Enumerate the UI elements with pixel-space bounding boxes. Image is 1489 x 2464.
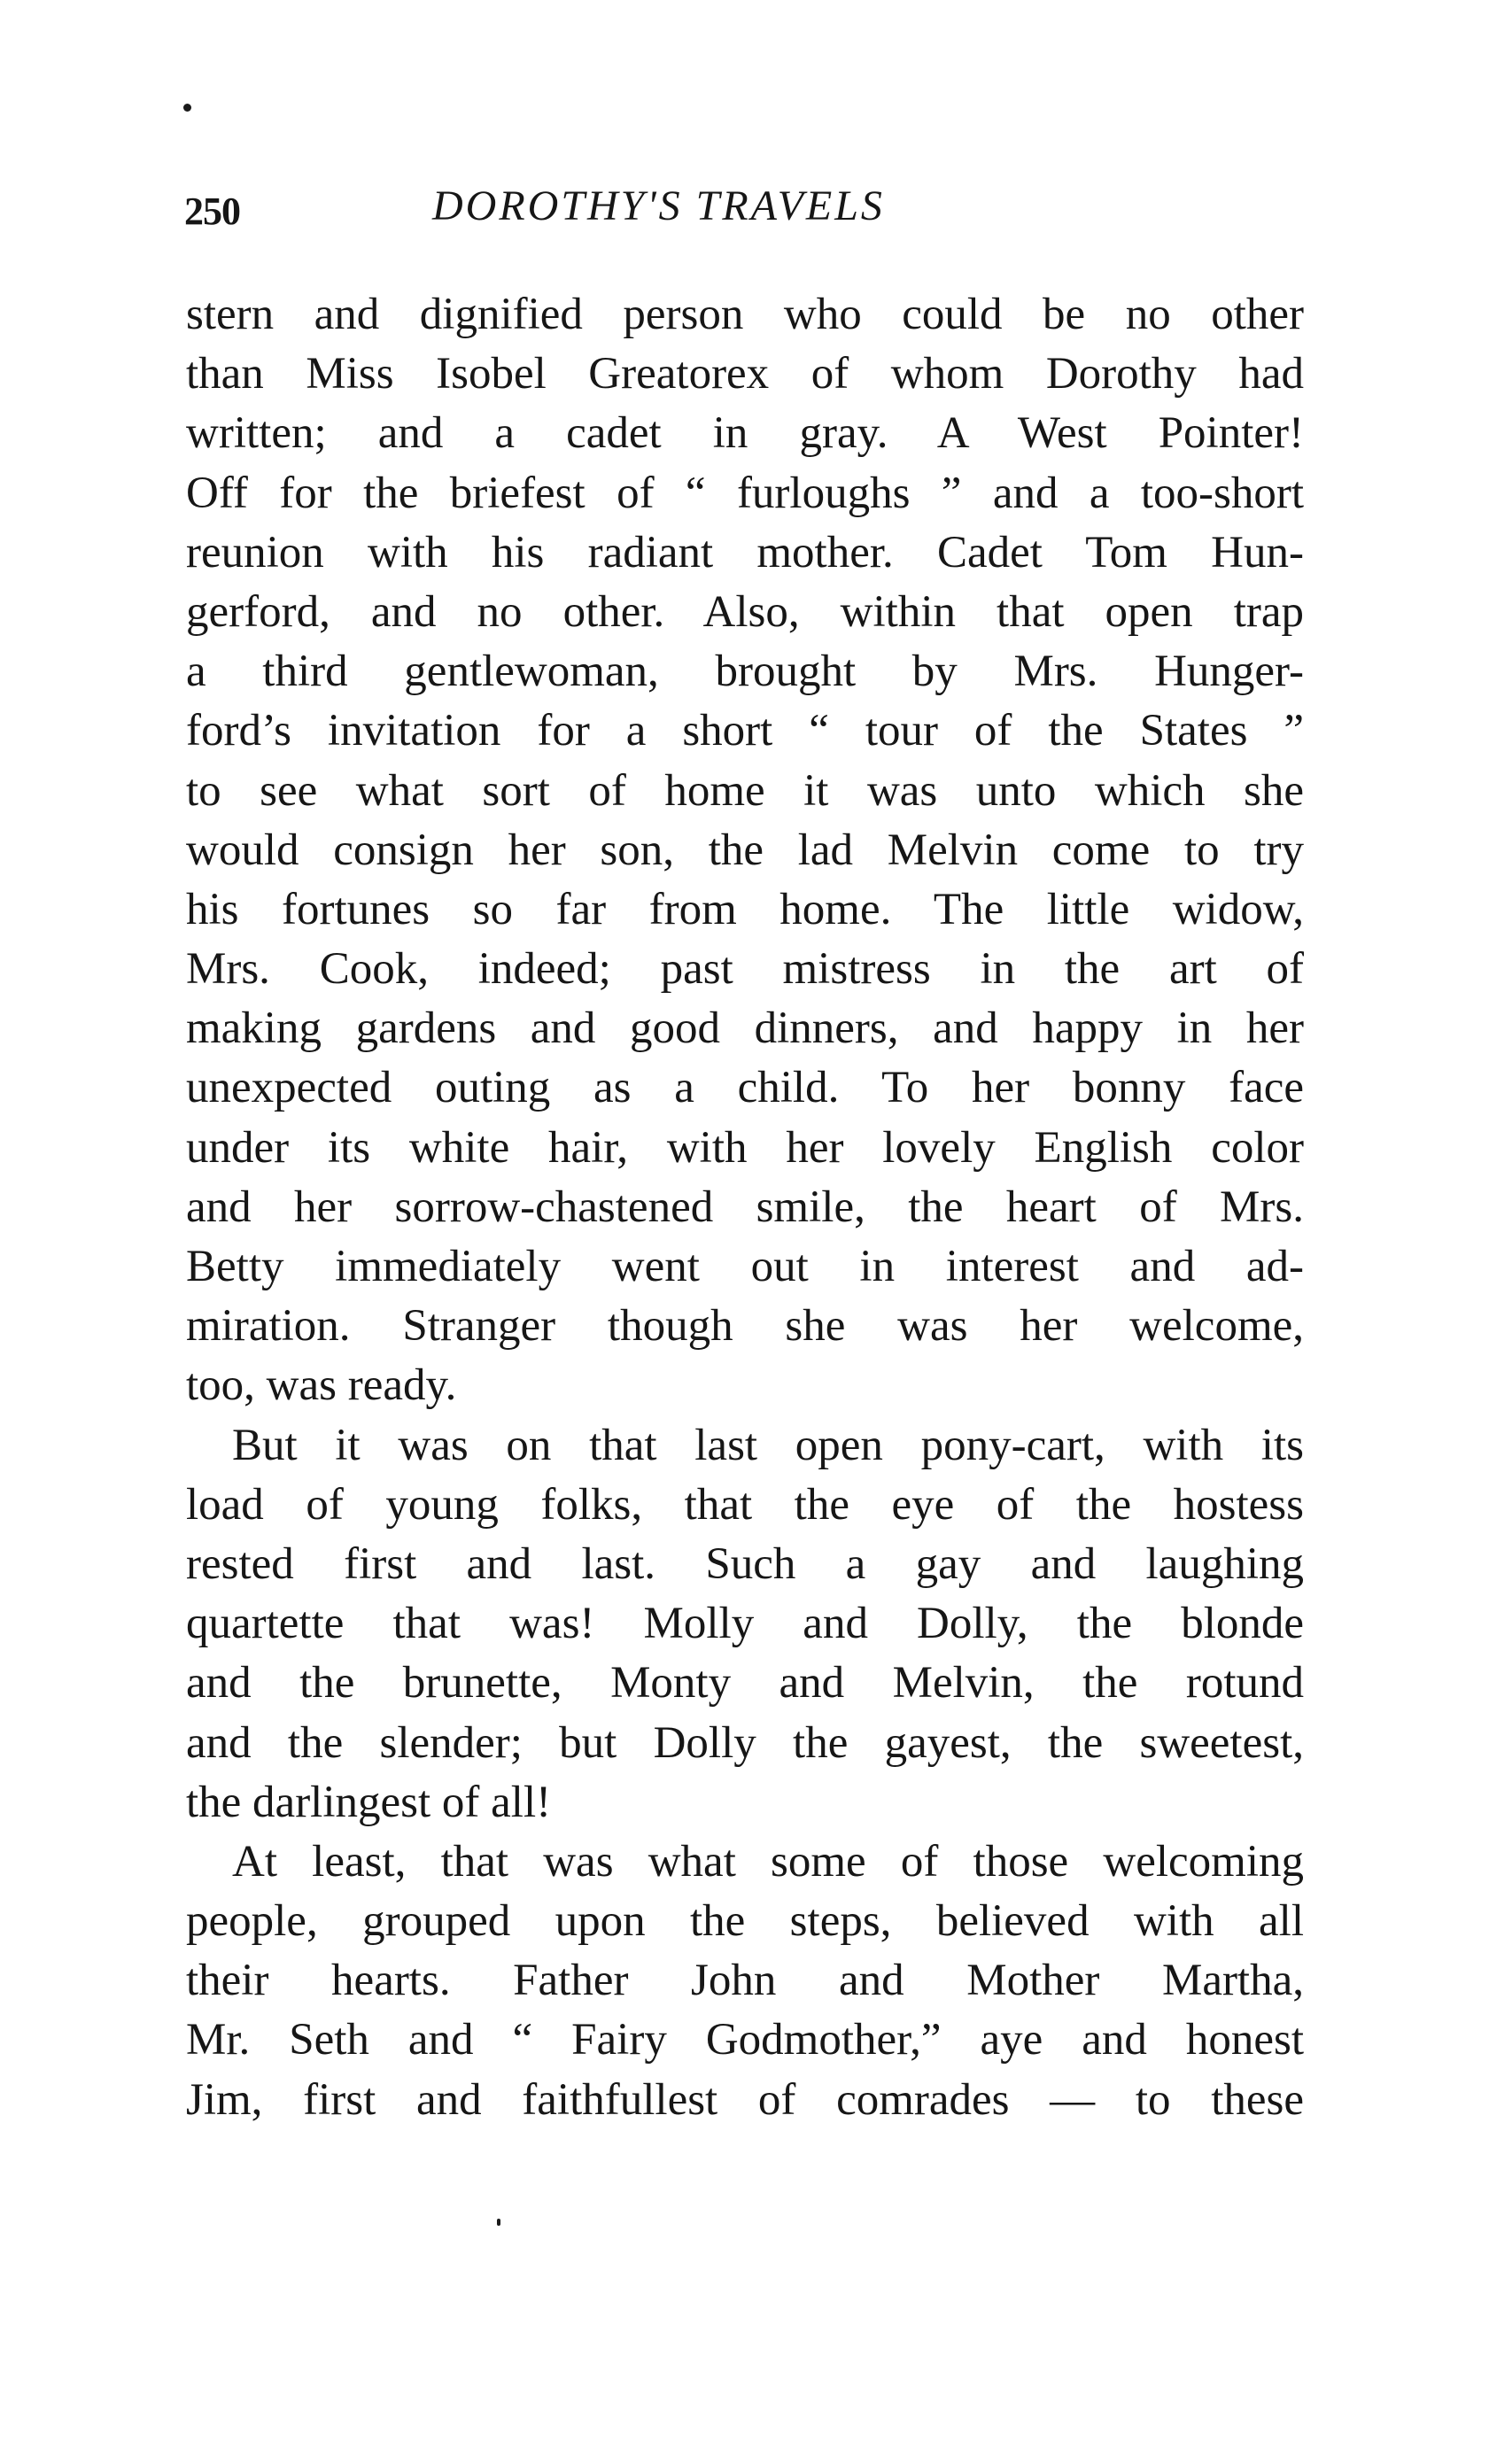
text-line: their hearts. Father John and Mother Martha, bbox=[186, 1956, 1304, 2006]
text-line: ford’s invitation for a short “ tour of the States ” bbox=[186, 706, 1304, 756]
text-line: unexpected outing as a child. To her bonny face bbox=[186, 1063, 1304, 1113]
text-line: Betty immediately went out in interest and ad- bbox=[186, 1242, 1304, 1291]
text-line: written; and a cadet in gray. A West Pointer! bbox=[186, 408, 1304, 459]
text-line: gerford, and no other. Also, within that open trap bbox=[186, 586, 1304, 637]
text-line: reunion with his radiant mother. Cadet Tom Hun- bbox=[186, 527, 1304, 577]
page-number: 250 bbox=[184, 190, 240, 233]
ink-speck bbox=[183, 104, 191, 112]
text-line: rested first and last. Such a gay and laughing bbox=[186, 1538, 1304, 1589]
text-line: making gardens and good dinners, and happy in her bbox=[186, 1003, 1304, 1054]
text-line: quartette that was! Molly and Dolly, the blonde bbox=[186, 1599, 1304, 1649]
text-line: and her sorrow-chastened smile, the heart of Mrs. bbox=[186, 1182, 1304, 1232]
ink-speck bbox=[497, 2219, 500, 2226]
text-line: would consign her son, the lad Melvin come to try bbox=[186, 825, 1304, 875]
text-line: load of young folks, that the eye of the hostess bbox=[186, 1479, 1304, 1530]
text-line: and the brunette, Monty and Melvin, the rotund bbox=[186, 1658, 1304, 1709]
text-line: his fortunes so far from home. The little widow, bbox=[186, 884, 1304, 934]
text-line: Mrs. Cook, indeed; past mistress in the art of bbox=[186, 944, 1304, 995]
text-line: Off for the briefest of “ furloughs ” and a too-short bbox=[186, 468, 1304, 518]
text-line: Mr. Seth and “ Fairy Godmother,” aye and honest bbox=[186, 2015, 1304, 2065]
text-line: stern and dignified person who could be no other bbox=[186, 290, 1304, 339]
text-line: people, grouped upon the steps, believed with all bbox=[186, 1896, 1304, 1947]
text-line: than Miss Isobel Greatorex of whom Dorothy had bbox=[186, 349, 1304, 399]
text-line: miration. Stranger though she was her welcome, bbox=[186, 1301, 1304, 1352]
text-line: a third gentlewoman, brought by Mrs. Hunger- bbox=[186, 647, 1304, 697]
text-line: Jim, first and faithfullest of comrades — to these bbox=[186, 2074, 1304, 2125]
text-line: At least, that was what some of those welcoming bbox=[232, 1836, 1304, 1887]
body-text bbox=[186, 285, 1304, 2130]
page-header bbox=[184, 182, 1302, 244]
running-head: DOROTHY'S TRAVELS bbox=[432, 182, 885, 229]
text-line: too, was ready. bbox=[186, 1360, 457, 1411]
text-line: to see what sort of home it was unto which she bbox=[186, 765, 1304, 816]
text-line: and the slender; but Dolly the gayest, the sweetest, bbox=[186, 1717, 1304, 1768]
text-line: But it was on that last open pony-cart, with its bbox=[232, 1420, 1304, 1470]
text-line: the darlingest of all! bbox=[186, 1777, 552, 1827]
text-line: under its white hair, with her lovely English color bbox=[186, 1122, 1304, 1173]
